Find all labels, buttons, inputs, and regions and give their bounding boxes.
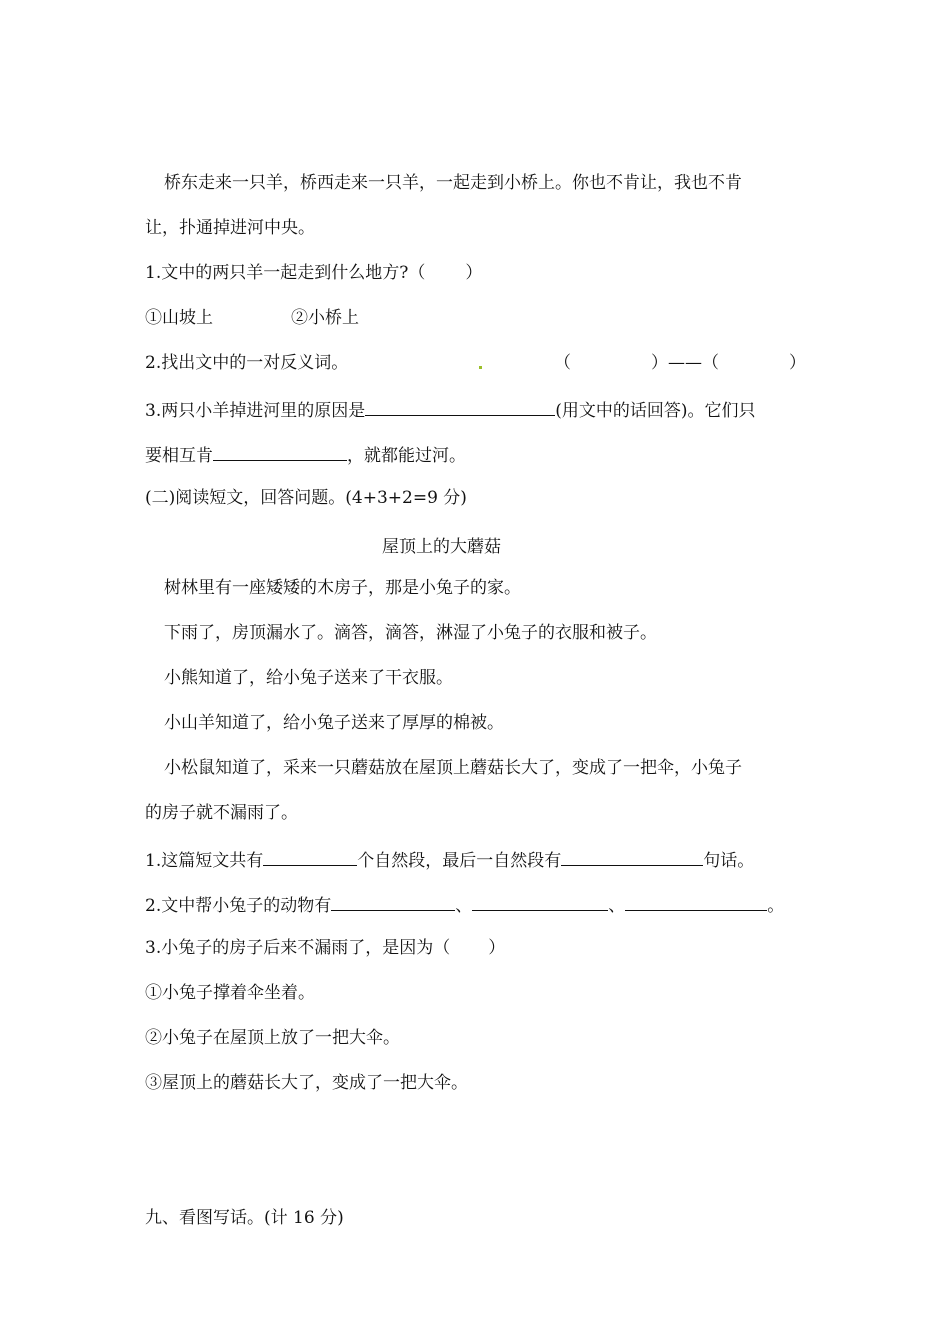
question1 — [145, 262, 482, 284]
s2q1-suffix: 句话。 — [703, 851, 755, 871]
s2q3-option2: ②小兔子在屋顶上放了一把大伞。 — [145, 1028, 400, 1048]
question3-line2-suffix: ，就都能过河。 — [347, 446, 466, 466]
s2q2-prefix: 2.文中帮小兔子的动物有 — [145, 896, 332, 916]
answer-blank[interactable] — [561, 847, 703, 866]
s2q3-close: ） — [488, 938, 506, 958]
paren-close-1: ） — [651, 353, 668, 373]
s2q2-sep1: 、 — [455, 896, 473, 916]
question3 — [145, 397, 756, 422]
answer-blank[interactable] — [331, 892, 455, 911]
s2q2-sep2: 、 — [608, 896, 626, 916]
question3-line2-prefix: 要相互肯 — [145, 446, 213, 466]
question2 — [145, 352, 348, 374]
story-paragraph-3: 小熊知道了，给小兔子送来了干衣服。 — [164, 668, 453, 688]
passage1-line1: 桥东走来一只羊，桥西走来一只羊，一起走到小桥上。你也不肯让，我也不肯 — [164, 173, 742, 193]
question1-options — [145, 307, 359, 329]
answer-blank[interactable] — [365, 397, 555, 416]
question3-prefix: 3.两只小羊掉进河里的原因是 — [145, 401, 366, 421]
story-paragraph-5b: 的房子就不漏雨了。 — [145, 803, 298, 823]
story-title: 屋顶上的大蘑菇 — [382, 537, 501, 557]
section2-question2 — [145, 892, 784, 917]
paren-open-1: （ — [554, 353, 571, 373]
story-paragraph-5a: 小松鼠知道了，采来一只蘑菇放在屋顶上蘑菇长大了，变成了一把伞，小兔子 — [164, 758, 742, 778]
section2-heading: (二)阅读短文，回答问题。(4+3+2=9 分) — [145, 488, 467, 508]
answer-blank[interactable] — [625, 892, 767, 911]
section9-heading: 九、看图写话。(计 16 分) — [145, 1208, 344, 1228]
question1-option1: ①山坡上 — [145, 308, 213, 328]
question1-option2: ②小桥上 — [291, 308, 359, 328]
paren-close-2: ） — [789, 353, 806, 373]
section2-question3 — [145, 937, 505, 959]
story-paragraph-4: 小山羊知道了，给小兔子送来了厚厚的棉被。 — [164, 713, 504, 733]
s2q2-end: 。 — [767, 896, 785, 916]
section2-question1 — [145, 847, 754, 872]
question3-line2 — [145, 442, 466, 467]
question2-answer-parens — [554, 352, 806, 374]
passage1-line2: 让，扑通掉进河中央。 — [145, 218, 315, 238]
s2q3-option1: ①小兔子撑着伞坐着。 — [145, 983, 315, 1003]
question1-text: 1.文中的两只羊一起走到什么地方?（ — [145, 263, 426, 283]
s2q3-option3: ③屋顶上的蘑菇长大了，变成了一把大伞。 — [145, 1073, 468, 1093]
s2q1-prefix: 1.这篇短文共有 — [145, 851, 264, 871]
paren-open-2: （ — [702, 353, 719, 373]
story-paragraph-2: 下雨了，房顶漏水了。滴答，滴答，淋湿了小兔子的衣服和被子。 — [164, 623, 657, 643]
dash: —— — [668, 353, 702, 373]
story-paragraph-1: 树林里有一座矮矮的木房子，那是小兔子的家。 — [164, 578, 521, 598]
s2q1-mid: 个自然段，最后一自然段有 — [357, 851, 562, 871]
answer-blank[interactable] — [263, 847, 357, 866]
question1-close: ） — [465, 263, 483, 283]
question3-suffix: (用文中的话回答)。它们只 — [555, 401, 756, 421]
answer-blank[interactable] — [213, 442, 347, 461]
answer-blank[interactable] — [472, 892, 608, 911]
question2-text: 2.找出文中的一对反义词。 — [145, 353, 349, 373]
speck-mark — [479, 366, 482, 369]
s2q3-text: 3.小兔子的房子后来不漏雨了，是因为（ — [145, 938, 451, 958]
